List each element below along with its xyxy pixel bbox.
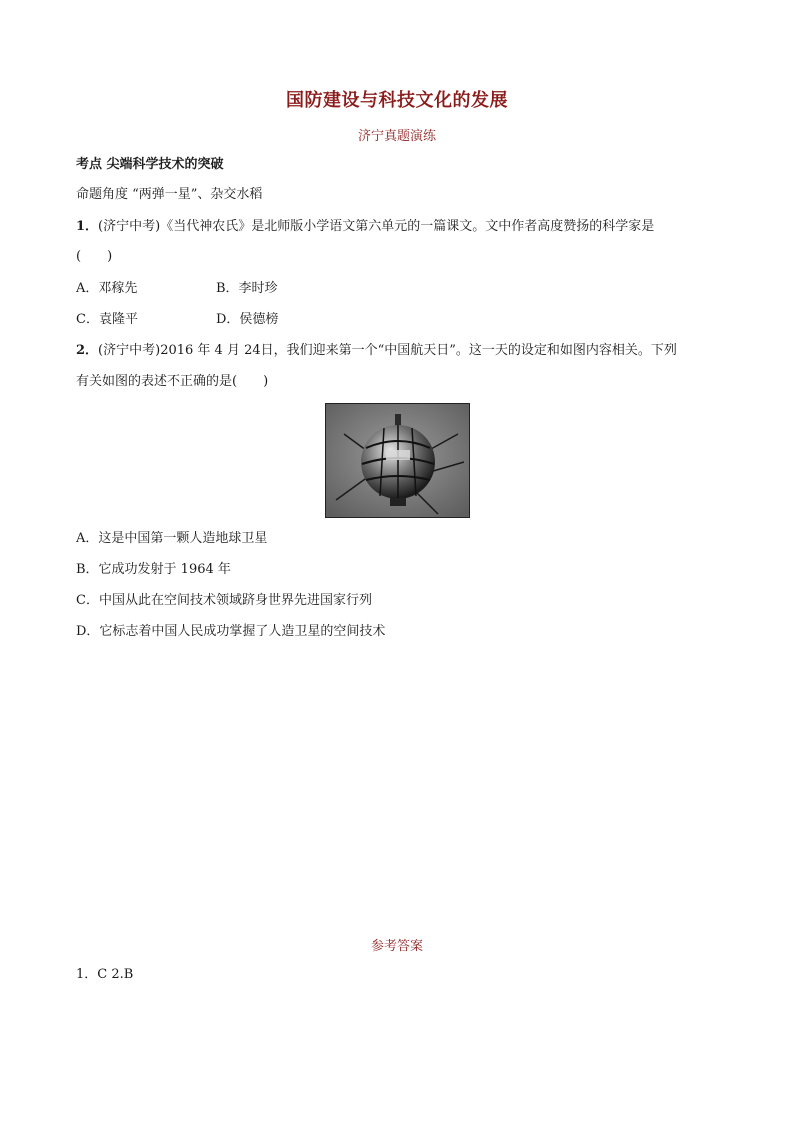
question-2 [76, 342, 677, 360]
question-angle: 命题角度 “两弹一星”、杂交水稻 [76, 187, 263, 202]
question-1-number: 1． [76, 219, 99, 234]
answers-text: 1．C 2.B [76, 967, 134, 982]
q1-option-b: B．李时珍 [216, 281, 278, 296]
satellite-illustration [326, 404, 469, 517]
answers-heading: 参考答案 [370, 939, 423, 954]
question-1-bracket: ( ) [76, 249, 113, 264]
q2-option-c: C．中国从此在空间技术领域跻身世界先进国家行列 [76, 593, 372, 608]
section-heading: 考点 尖端科学技术的突破 [76, 157, 224, 172]
question-2-line1: (济宁中考)2016 年 4 月 24日，我们迎来第一个“中国航天日”。这一天的设定和如图内容相关。下列 [98, 343, 677, 358]
question-2-number: 2． [76, 343, 99, 358]
q2-option-b: B．它成功发射于 1964 年 [76, 562, 231, 577]
question-1 [76, 218, 654, 236]
q1-option-c: C．袁隆平 [76, 312, 138, 327]
question-1-text: (济宁中考)《当代神农氏》是北师版小学语文第六单元的一篇课文。文中作者高度赞扬的科学家是 [98, 219, 655, 234]
page-title: 国防建设与科技文化的发展 [286, 90, 508, 111]
satellite-photo [325, 403, 470, 518]
page-subtitle: 济宁真题演练 [357, 129, 436, 144]
q1-option-d: D．侯德榜 [216, 312, 279, 327]
q2-option-d: D．它标志着中国人民成功掌握了人造卫星的空间技术 [76, 624, 386, 639]
question-2-line2: 有关如图的表述不正确的是( ) [76, 374, 269, 389]
q1-option-a: A．邓稼先 [76, 281, 138, 296]
q2-option-a: A．这是中国第一颗人造地球卫星 [76, 531, 268, 546]
